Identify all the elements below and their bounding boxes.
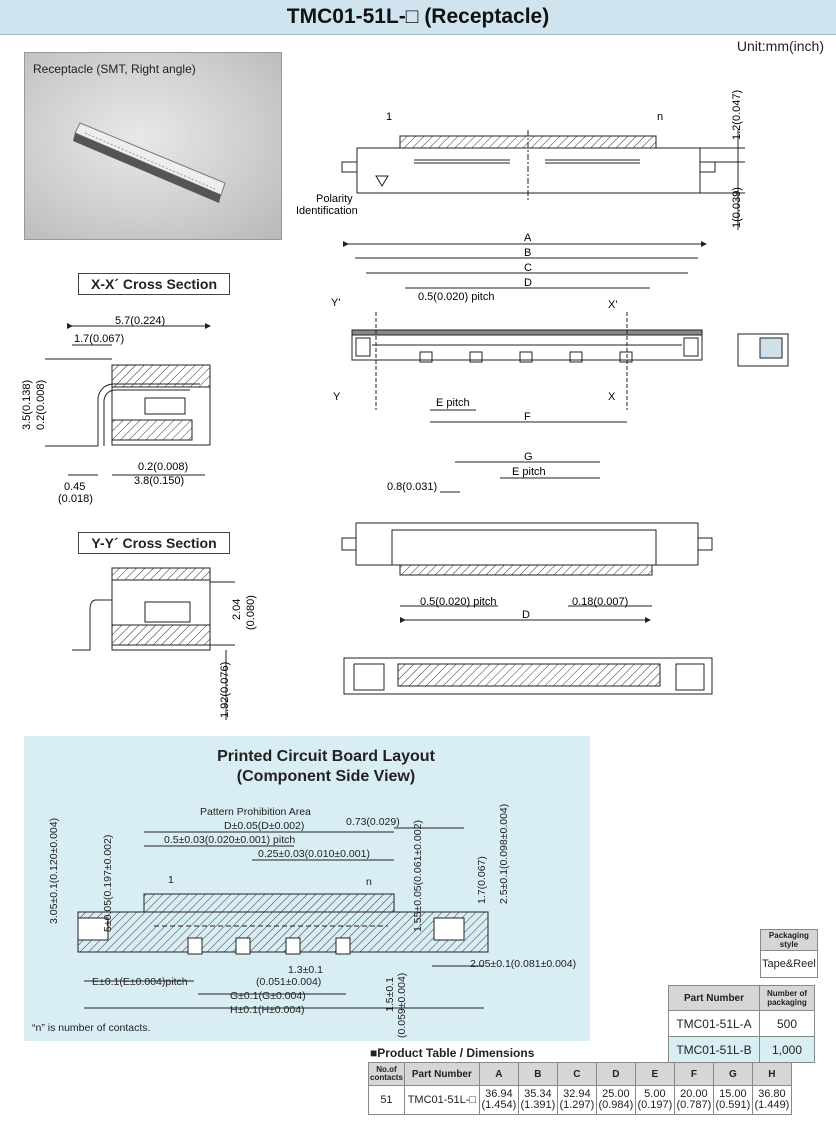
prod-contacts-cell: 51 — [369, 1086, 405, 1115]
top-h1-label: 1(0.039) — [731, 187, 743, 228]
plan-epitch-label: E pitch — [436, 397, 470, 409]
pkg-header-number: Number of packaging — [760, 986, 815, 1011]
xx-w045b-label: (0.018) — [58, 493, 93, 505]
prod-part-cell: TMC01-51L-□ — [404, 1086, 479, 1115]
pkg-number-cell: 1,000 — [760, 1037, 815, 1063]
top-h12-label: 1.2(0.047) — [731, 89, 743, 140]
pcb-w073-label: 0.73(0.029) — [346, 816, 400, 828]
plan-xp-label: X' — [608, 299, 618, 311]
plan-c-label: C — [524, 262, 532, 274]
bottom-front-view — [342, 462, 712, 694]
prod-b-cell: 35.34 (1.391) — [518, 1086, 557, 1115]
plan-x-label: X — [608, 391, 616, 403]
pcb-v15a-label: 1.5±0.1 — [384, 977, 396, 1012]
pcb-e-label: E±0.1(E±0.004)pitch — [92, 976, 188, 988]
plan-y-label: Y — [333, 391, 341, 403]
pcb-w13b-label: (0.051±0.004) — [256, 976, 322, 988]
packaging-style-table — [760, 929, 818, 978]
bottom-w018-label: 0.18(0.007) — [572, 596, 629, 608]
table-row — [369, 1086, 792, 1115]
bottom-w08-label: 0.8(0.031) — [387, 481, 438, 493]
packaging-style-value: Tape&Reel — [761, 951, 818, 978]
packaging-style-header: Packaging style — [761, 930, 818, 951]
prod-h-cell: 36.80 (1.449) — [752, 1086, 791, 1115]
polarity-label-2: Identification — [296, 205, 358, 217]
plan-pitch-label: 0.5(0.020) pitch — [418, 291, 495, 303]
yy-cross-section — [72, 568, 235, 720]
prod-g-cell: 15.00 (0.591) — [713, 1086, 752, 1115]
prod-header-g: G — [713, 1063, 752, 1086]
prod-header-h: H — [752, 1063, 791, 1086]
pkg-header-part: Part Number — [669, 986, 760, 1011]
yy-h204a-label: 2.04 — [231, 598, 243, 620]
pcb-prohibition-label: Pattern Prohibition Area — [200, 806, 311, 818]
top-side-view — [342, 130, 745, 230]
product-table-title: ■Product Table / Dimensions — [370, 1046, 535, 1060]
xx-w02-label: 0.2(0.008) — [138, 461, 189, 473]
bottom-d-label: D — [522, 609, 530, 621]
bottom-pitch-label: 0.5(0.020) pitch — [420, 596, 497, 608]
pkg-part-cell: TMC01-51L-B — [669, 1037, 760, 1063]
pcb-w205-label: 2.05±0.1(0.081±0.004) — [470, 958, 577, 970]
pcb-d-label: D±0.05(D±0.002) — [224, 820, 305, 832]
table-row — [669, 1037, 815, 1063]
table-row — [669, 1011, 815, 1037]
plan-b-label: B — [524, 247, 532, 259]
pcb-v17-label: 1.7(0.067) — [476, 856, 488, 904]
pcb-w025-label: 0.25±0.03(0.010±0.001) — [258, 848, 370, 860]
prod-d-cell: 25.00 (0.984) — [596, 1086, 635, 1115]
pcb-v15b-label: (0.059±0.004) — [396, 972, 408, 1038]
pcb-note: “n” is number of contacts. — [32, 1022, 151, 1034]
bottom-g-label: G — [524, 451, 533, 463]
pcb-v5-label: 5±0.05(0.197±0.002) — [102, 834, 114, 932]
pcb-v155-label: 1.55±0.05(0.061±0.002) — [412, 820, 424, 932]
prod-header-b: B — [518, 1063, 557, 1086]
xx-section-title: X-X´ Cross Section — [78, 273, 230, 295]
prod-header-f: F — [674, 1063, 713, 1086]
polarity-label-1: Polarity — [316, 193, 353, 205]
pkg-part-cell: TMC01-51L-A — [669, 1011, 760, 1037]
prod-e-cell: 5.00 (0.197) — [635, 1086, 674, 1115]
prod-f-cell: 20.00 (0.787) — [674, 1086, 713, 1115]
pcb-g-label: G±0.1(G±0.004) — [230, 990, 306, 1002]
unit-label: Unit:mm(inch) — [736, 38, 824, 54]
top-pin1-label: 1 — [386, 111, 393, 123]
plan-yp-label: Y' — [331, 297, 341, 309]
pcb-layout-panel — [24, 736, 590, 1041]
bottom-epitch-label: E pitch — [512, 466, 546, 478]
pcb-pinn-label: n — [366, 876, 372, 888]
pcb-title-line1: Printed Circuit Board Layout — [217, 748, 435, 765]
page-title: TMC01-51L-□ (Receptacle) — [0, 0, 836, 35]
pcb-pitch-label: 0.5±0.03(0.020±0.001) pitch — [164, 834, 296, 846]
yy-section-title: Y-Y´ Cross Section — [78, 532, 230, 554]
plan-d-label: D — [524, 277, 532, 289]
prod-header-a: A — [479, 1063, 518, 1086]
plan-a-label: A — [524, 232, 532, 244]
plan-view — [348, 244, 788, 422]
pcb-pin1-label: 1 — [168, 874, 174, 886]
pcb-v25-label: 2.5±0.1(0.098±0.004) — [498, 803, 510, 904]
pcb-v305-label: 3.05±0.1(0.120±0.004) — [48, 817, 60, 924]
packaging-table — [668, 985, 815, 1063]
pcb-h-label: H±0.1(H±0.004) — [230, 1004, 305, 1016]
prod-header-e: E — [635, 1063, 674, 1086]
prod-a-cell: 36.94 (1.454) — [479, 1086, 518, 1115]
photo-caption: Receptacle (SMT, Right angle) — [33, 62, 196, 76]
top-pinn-label: n — [657, 111, 664, 123]
yy-h192-label: 1.92(0.076) — [219, 661, 231, 718]
prod-header-part: Part Number — [404, 1063, 479, 1086]
pkg-number-cell: 500 — [760, 1011, 815, 1037]
xx-h02-label: 0.2(0.008) — [35, 379, 47, 430]
pcb-w13a-label: 1.3±0.1 — [288, 964, 323, 976]
product-table — [368, 1062, 792, 1115]
xx-cross-section — [45, 326, 210, 475]
xx-h35-label: 3.5(0.138) — [21, 379, 33, 430]
pcb-title-line2: (Component Side View) — [236, 768, 416, 785]
xx-w045a-label: 0.45 — [64, 481, 86, 493]
prod-header-c: C — [557, 1063, 596, 1086]
plan-f-label: F — [524, 411, 531, 423]
prod-header-contacts: No.of contacts — [369, 1063, 405, 1086]
xx-w57-label: 5.7(0.224) — [115, 315, 166, 327]
prod-header-d: D — [596, 1063, 635, 1086]
yy-h204b-label: (0.080) — [245, 595, 257, 630]
xx-w17-label: 1.7(0.067) — [74, 333, 125, 345]
xx-w38-label: 3.8(0.150) — [134, 475, 185, 487]
prod-c-cell: 32.94 (1.297) — [557, 1086, 596, 1115]
